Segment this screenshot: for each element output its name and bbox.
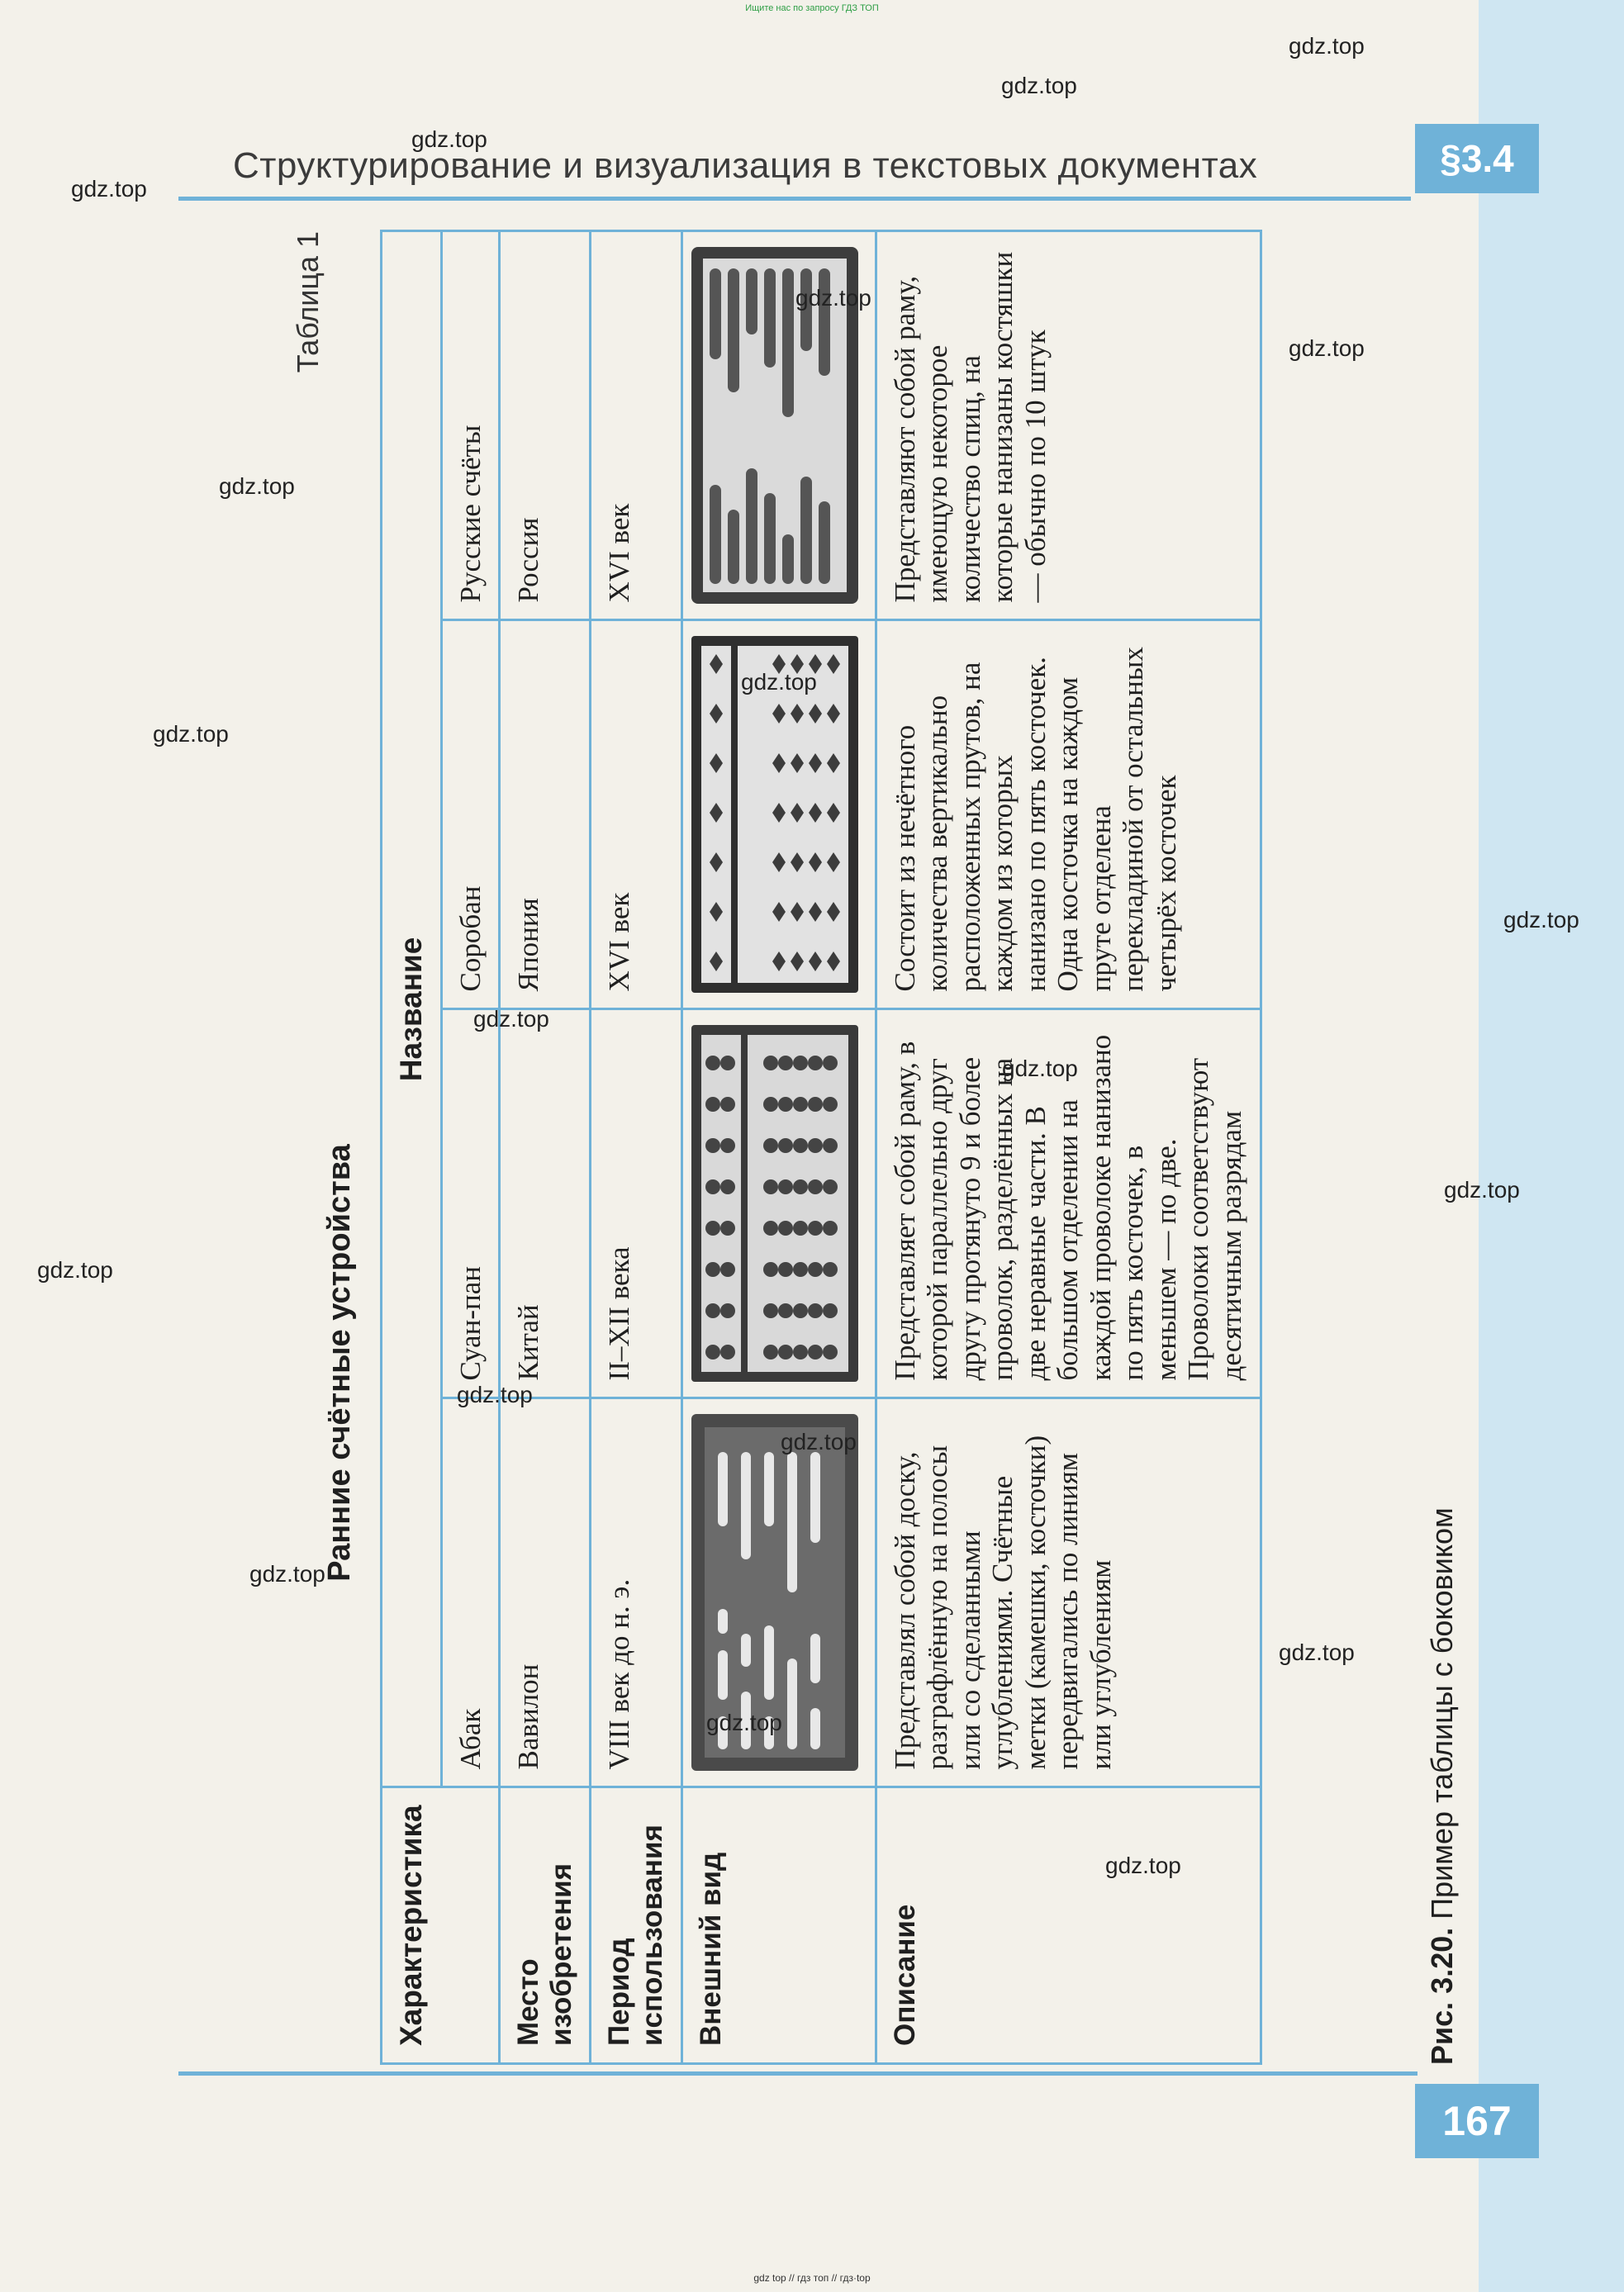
corner-header: Характеристика <box>382 1787 500 2064</box>
watermark: gdz.top <box>1444 1177 1520 1203</box>
top-note: Ищите нас по запросу ГДЗ ТОП <box>745 3 879 13</box>
table-row <box>500 231 591 2064</box>
device-place: Россия <box>500 231 591 620</box>
watermark: gdz.top <box>219 473 295 499</box>
row-label-description: Описание <box>876 1787 1261 2064</box>
side-band <box>1479 0 1624 2292</box>
watermark: gdz.top <box>1289 335 1365 361</box>
table-row <box>382 231 442 2064</box>
section-badge: §3.4 <box>1415 124 1539 193</box>
watermark: gdz.top <box>1503 907 1579 932</box>
device-name: Русские счёты <box>441 231 500 620</box>
watermark: gdz.top <box>153 721 229 747</box>
row-label-place: Место изобретения <box>500 1787 591 2064</box>
device-name: Абак <box>441 1398 500 1787</box>
watermark: gdz.top <box>1105 1853 1181 1878</box>
row-label-look: Внешний вид <box>681 1787 876 2064</box>
figure-caption <box>1425 215 1460 2065</box>
figure-caption-label: Рис. 3.20. <box>1425 1927 1459 2065</box>
table-row <box>681 231 876 2064</box>
watermark: gdz.top <box>411 126 487 152</box>
watermark: gdz.top <box>37 1257 113 1283</box>
device-period: XVI век <box>591 231 681 620</box>
watermark: gdz.top <box>71 176 147 202</box>
watermark: gdz.top <box>1279 1640 1355 1665</box>
name-header: Название <box>382 231 442 1787</box>
watermark: gdz.top <box>457 1382 533 1407</box>
watermark: gdz.top <box>249 1561 325 1587</box>
table-row <box>591 231 681 2064</box>
device-name: Суан-пан <box>441 1009 500 1398</box>
row-label-period: Период использования <box>591 1787 681 2064</box>
watermark: gdz.top <box>1001 73 1077 98</box>
rotated-table-block <box>215 215 1491 2065</box>
page-header-title: Структурирование и визуализация в текстовых документах <box>233 145 1258 186</box>
watermark: gdz.top <box>795 285 871 311</box>
bottom-note: gdz top // гдз топ // гдз·top <box>753 2272 871 2284</box>
device-description: Представляет собой раму, в которой параллельно друг другу протянуто 9 и более проволок, разделённых на две неравные части. В большом отделении на каждой проволоке нанизано по пять косточек, в меньшем — по две. Проволоки соответствуют десятичным разрядам <box>876 1009 1261 1398</box>
watermark: gdz.top <box>706 1710 782 1735</box>
device-place: Китай <box>500 1009 591 1398</box>
figure-caption-text: Пример таблицы с боковиком <box>1425 1507 1459 1919</box>
devices-table <box>380 230 1262 2065</box>
device-place: Япония <box>500 620 591 1009</box>
suanpan-icon <box>681 1009 876 1398</box>
device-period: VIII век до н. э. <box>591 1398 681 1787</box>
device-description: Представляют собой раму, имеющую некоторое количество спиц, на которые нанизаны костяшки — обычно по 10 штук <box>876 231 1261 620</box>
device-period: XVI век <box>591 620 681 1009</box>
table-number-label: Таблица 1 <box>291 231 325 373</box>
device-name: Соробан <box>441 620 500 1009</box>
device-place: Вавилон <box>500 1398 591 1787</box>
page-number: 167 <box>1415 2084 1539 2158</box>
device-description: Состоит из нечётного количества вертикально расположенных прутов, на каждом из которых нанизано по пять косточек. Одна косточка на каждом пруте отделена перекладиной от остальных четырёх косточек <box>876 620 1261 1009</box>
device-description: Представлял собой доску, разграфлённую на полосы или со сделанными углублениями. Счётные метки (камешки, косточки) передвигались по линиям или углублениям <box>876 1398 1261 1787</box>
table-row <box>876 231 1261 2064</box>
watermark: gdz.top <box>1002 1056 1078 1081</box>
footer-divider <box>178 2071 1417 2076</box>
table-title: Ранние счётные устройства <box>322 1144 357 1582</box>
watermark: gdz.top <box>741 669 817 695</box>
device-period: II–XII века <box>591 1009 681 1398</box>
header-divider <box>178 197 1411 201</box>
watermark: gdz.top <box>1289 33 1365 59</box>
watermark: gdz.top <box>473 1006 549 1032</box>
watermark: gdz.top <box>781 1429 857 1454</box>
